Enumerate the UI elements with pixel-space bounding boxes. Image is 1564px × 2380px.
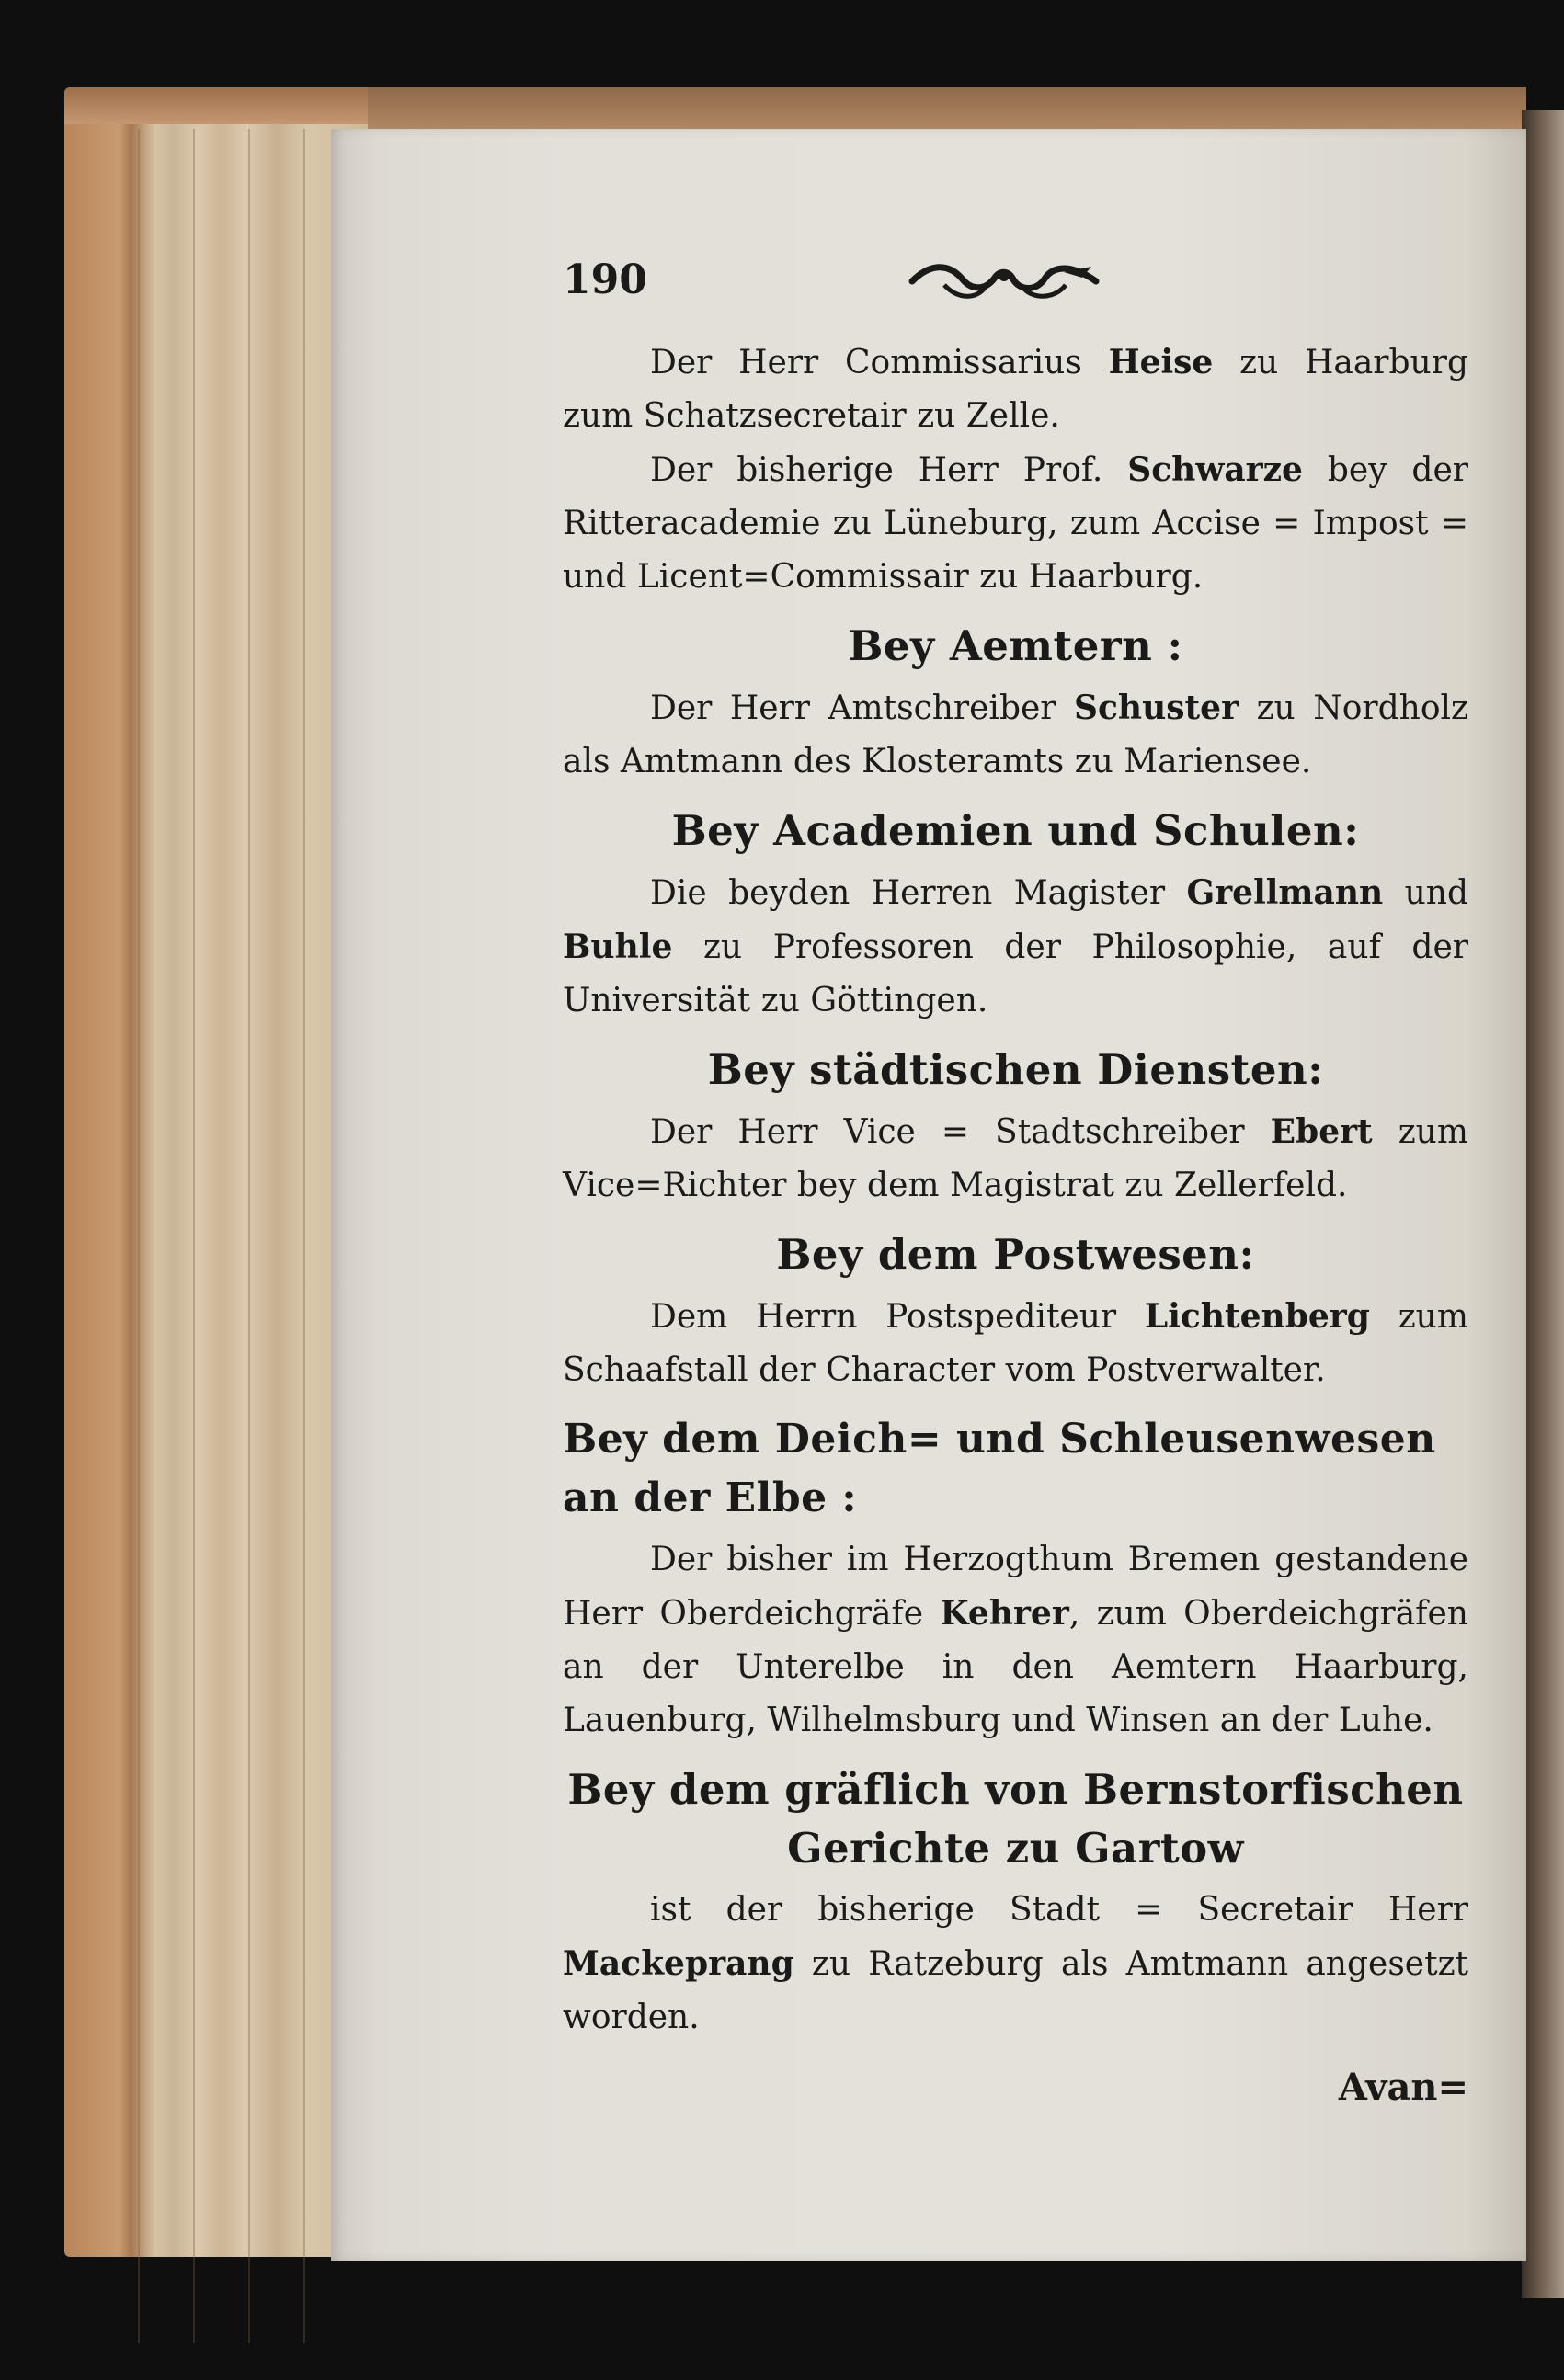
text: zu Ratzeburg als Amtmann angesetzt worden.	[563, 1945, 1468, 2036]
catchword: Avan=	[1338, 2066, 1468, 2109]
person-name: Kehrer	[940, 1594, 1069, 1633]
paragraph	[563, 681, 1468, 789]
person-name: Schuster	[1074, 689, 1239, 727]
text: zum Schaafstall der Character vom Postverwalter.	[563, 1298, 1468, 1389]
text: Der bisher im Herzogthum Bremen gestandene Herr Oberdeichgräfe	[563, 1541, 1468, 1633]
person-name: Buhle	[563, 928, 673, 966]
text: zu Nordholz als Amtmann des Klosteramts zu Mariensee.	[563, 689, 1468, 780]
section-heading: Bey städtischen Diensten:	[707, 1045, 1324, 1094]
text: Der bisherige Herr Prof.	[650, 451, 1128, 489]
paragraph	[563, 1105, 1468, 1213]
paragraph	[563, 1884, 1468, 2044]
text: zu Professoren der Philosophie, auf der Universität zu Göttingen.	[563, 928, 1468, 1019]
paragraph	[563, 866, 1468, 1028]
paragraph	[563, 1290, 1468, 1397]
text: zum Vice=Richter bey dem Magistrat zu Zellerfeld.	[563, 1113, 1469, 1204]
text: bey der Ritteracademie zu Lüneburg, zum Accise = Impost = und Licent=Commissair zu Haarburg.	[563, 451, 1468, 596]
person-name: Grellmann	[1186, 873, 1384, 912]
text: Der Herr Commissarius	[650, 344, 1109, 381]
text: Dem Herrn Postspediteur	[650, 1298, 1145, 1336]
person-name: Heise	[1108, 343, 1214, 381]
book-top-edge	[166, 87, 1526, 133]
section-heading: Bey Aemtern :	[848, 621, 1183, 670]
text: Die beyden Herren Magister	[650, 874, 1187, 912]
book-page-edges	[64, 87, 368, 2257]
text: Der Herr Amtschreiber	[650, 689, 1075, 727]
paragraph	[563, 1533, 1468, 1748]
page-edge-line	[138, 129, 140, 2343]
section-heading: Bey dem gräflich von Bernstorfischen Gerichte zu Gartow	[567, 1765, 1464, 1873]
text: , zum Oberdeichgräfen an der Unterelbe in den Aemtern Haarburg, Lauenburg, Wilhelmsburg und Winsen an der Luhe.	[563, 1595, 1468, 1739]
text: und	[1383, 874, 1469, 912]
section-heading: Bey Academien und Schulen:	[671, 806, 1360, 855]
page-edge-line	[303, 129, 305, 2343]
person-name: Lichtenberg	[1144, 1297, 1370, 1336]
paragraph	[563, 336, 1468, 443]
fleuron-ornament-icon	[908, 254, 1101, 309]
page-edge-line	[248, 129, 250, 2343]
text: zu Haarburg zum Schatzsecretair zu Zelle.	[563, 344, 1468, 435]
page-header	[563, 248, 1468, 313]
page-number: 190	[563, 256, 647, 303]
person-name: Schwarze	[1127, 450, 1303, 489]
facing-page-edge	[1522, 110, 1564, 2298]
person-name: Ebert	[1270, 1112, 1373, 1151]
page-edge-line	[193, 129, 195, 2343]
person-name: Mackeprang	[563, 1944, 794, 1983]
section-heading: Bey dem Postwesen:	[776, 1230, 1255, 1279]
section-heading: Bey dem Deich= und Schleusenwesen an der Elbe :	[563, 1416, 1436, 1521]
text: ist der bisherige Stadt = Secretair Herr	[650, 1891, 1468, 1929]
page-body	[563, 336, 1468, 2114]
paragraph	[563, 443, 1468, 604]
text: Der Herr Vice = Stadtschreiber	[650, 1113, 1271, 1151]
